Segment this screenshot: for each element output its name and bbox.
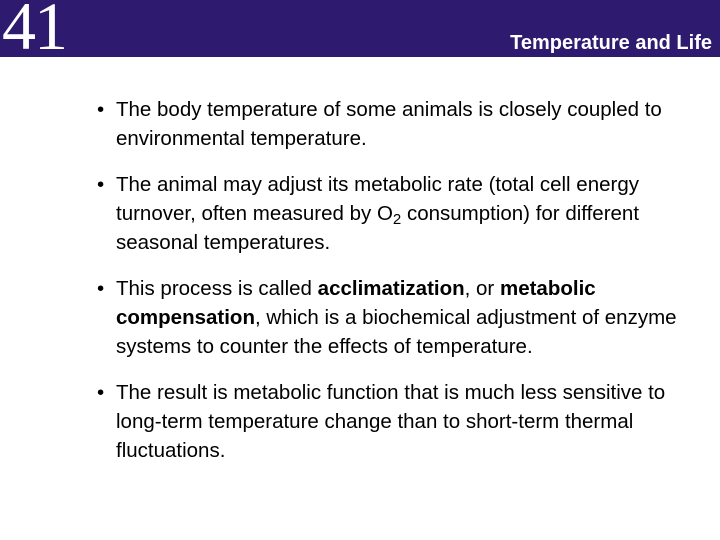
header-bar: [0, 0, 720, 64]
bullet-item-result: [97, 378, 697, 465]
oxygen-subscript: 2: [392, 211, 402, 228]
bullet-icon: •: [97, 173, 105, 196]
bullet-text: The result is metabolic function that is much less sensitive to long-term temperature change than to short-term thermal fluctuations.: [116, 381, 666, 462]
term-acclimatization: acclimatization: [317, 277, 465, 300]
chapter-number: 41: [2, 0, 66, 64]
bullet-icon: •: [97, 277, 105, 300]
bullet-list: [97, 95, 697, 482]
bullet-item-metabolic-rate: [97, 170, 697, 257]
term-metabolic-compensation: metabolic compensation: [116, 277, 596, 329]
bullet-text-end: consumption) for different seasonal temperatures.: [116, 202, 640, 254]
bullet-text-part-3: , which is a biochemical adjustment of enzyme systems to counter the effects of temperature.: [116, 306, 677, 358]
bullet-icon: •: [97, 98, 105, 121]
bullet-icon: •: [97, 381, 105, 404]
bullet-text-start: The animal may adjust its metabolic rate (total cell energy turnover, often measured by O: [116, 173, 639, 225]
bullet-text-part-1: This process is called: [116, 277, 318, 300]
bullet-item-acclimatization: [97, 274, 697, 361]
bullet-item-body-temperature: [97, 95, 697, 153]
slide-title: Temperature and Life: [510, 32, 712, 54]
bullet-text: The body temperature of some animals is closely coupled to environmental temperature.: [116, 98, 662, 150]
bullet-text-part-2: , or: [464, 277, 500, 300]
